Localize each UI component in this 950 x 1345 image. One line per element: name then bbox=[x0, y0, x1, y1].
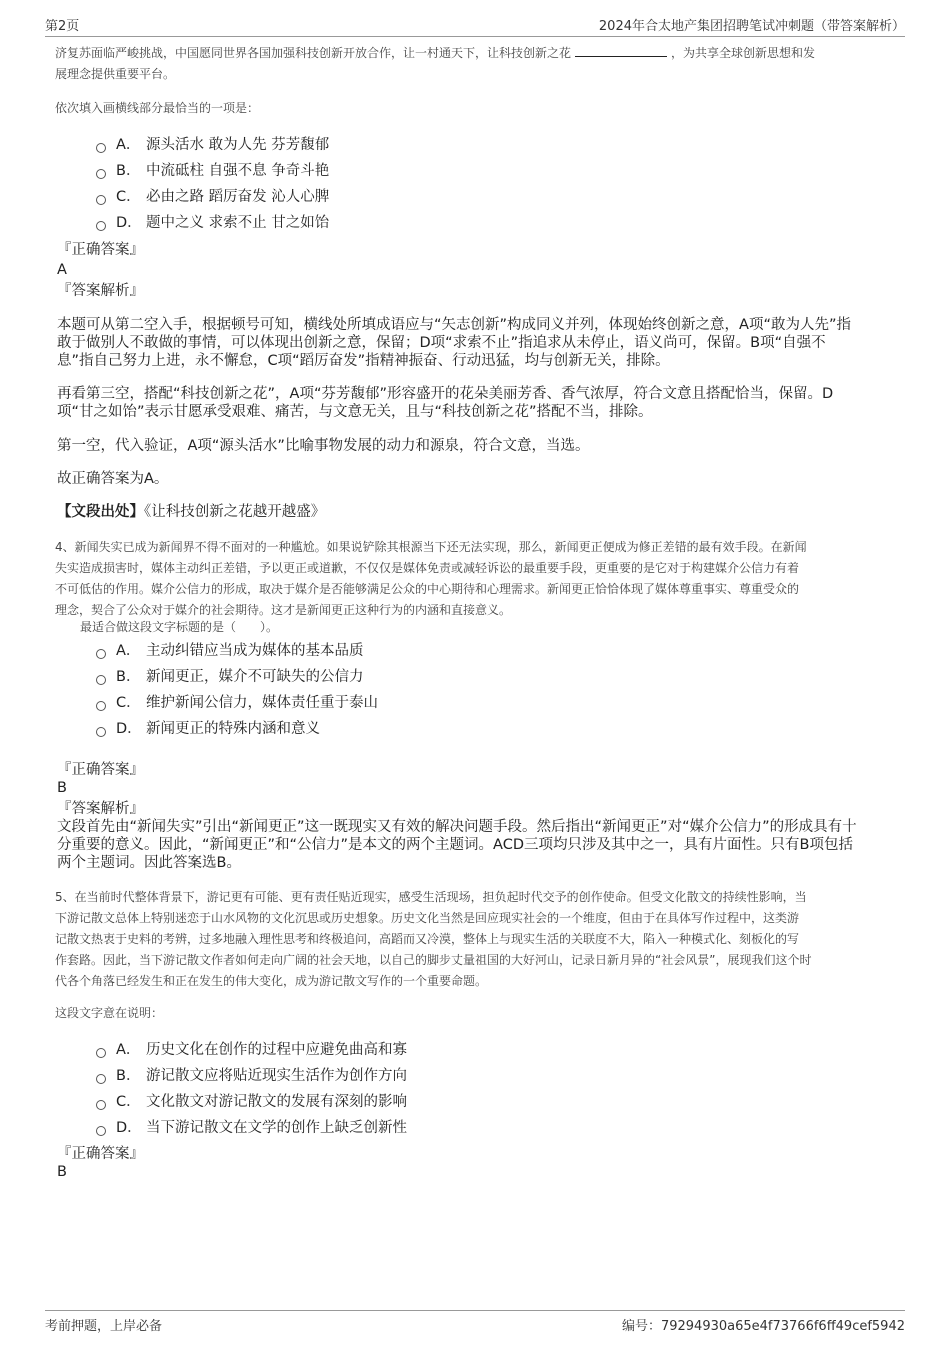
radio-icon[interactable] bbox=[96, 1126, 106, 1136]
q4-passage-line: 理念，契合了公众对于媒介的社会期待。这才是新闻更正这种行为的内涵和直接意义。 bbox=[55, 603, 512, 617]
radio-icon[interactable] bbox=[96, 221, 106, 231]
q5-passage-line: 下游记散文总体上特别迷恋于山水风物的文化沉思或历史想象。历史文化当然是回应现实社会的一个维度，但由于在具体写作过程中，这类游 bbox=[55, 911, 800, 925]
fill-blank bbox=[575, 44, 667, 57]
q3-source: 【文段出处】《让科技创新之花越开越盛》 bbox=[57, 504, 326, 520]
q5-passage-line: 5、在当前时代整体背景下，游记更有可能、更有责任贴近现实，感受生活现场，担负起时代交予的创作使命。但受文化散文的持续性影响，当 bbox=[55, 890, 807, 904]
q3-analysis-label: 『答案解析』 bbox=[57, 283, 144, 299]
q3-analysis-line: 再看第三空，搭配“科技创新之花”，A项“芬芳馥郁”形容盛开的花朵美丽芳香、香气浓厚，符合文意且搭配恰当，保留。D bbox=[57, 386, 834, 402]
radio-icon[interactable] bbox=[96, 195, 106, 205]
q3-option-a[interactable]: A． 源头活水 敢为人先 芬芳馥郁 bbox=[96, 135, 329, 155]
q3-option-d[interactable]: D． 题中之义 求索不止 甘之如饴 bbox=[96, 213, 329, 233]
radio-icon[interactable] bbox=[96, 675, 106, 685]
radio-icon[interactable] bbox=[96, 1100, 106, 1110]
page-header bbox=[45, 12, 905, 37]
q3-analysis-line: 故正确答案为A。 bbox=[57, 471, 169, 487]
q4-option-c[interactable]: C． 维护新闻公信力，媒体责任重于泰山 bbox=[96, 693, 378, 713]
q3-analysis-line: 本题可从第二空入手，根据顿号可知，横线处所填成语应与“矢志创新”构成同义并列，体现始终创新之意，A项“敢为人先”指 bbox=[57, 317, 851, 333]
page-footer bbox=[45, 1310, 905, 1335]
q5-passage-line: 代各个角落已经发生和正在发生的伟大变化，成为游记散文写作的一个重要命题。 bbox=[55, 974, 488, 988]
q4-prompt: 最适合做这段文字标题的是（ ）。 bbox=[80, 620, 279, 634]
q3-prompt: 依次填入画横线部分最恰当的一项是： bbox=[55, 101, 260, 115]
radio-icon[interactable] bbox=[96, 169, 106, 179]
q5-answer: B bbox=[57, 1164, 67, 1180]
q3-analysis-line: 息”指自己努力上进，永不懈怠，C项“蹈厉奋发”指精神振奋、行动迅猛，均与创新无关，排除。 bbox=[57, 353, 670, 369]
q5-passage-line: 作套路。因此，当下游记散文作者如何走向广阔的社会天地，以自己的脚步丈量祖国的大好河山，记录日新月异的“社会风景”，展现我们这个时 bbox=[55, 953, 812, 967]
document-title: 2024年合太地产集团招聘笔试冲刺题（带答案解析） bbox=[598, 19, 905, 34]
radio-icon[interactable] bbox=[96, 727, 106, 737]
q4-analysis-line: 文段首先由“新闻失实”引出“新闻更正”这一既现实又有效的解决问题手段。然后指出“新闻更正”对“媒介公信力”的形成具有十 bbox=[57, 819, 857, 835]
q3-passage: 济复苏面临严峻挑战，中国愿同世界各国加强科技创新开放合作，让一村通天下，让科技创新之花 ，为共享全球创新思想和发 展理念提供重要平台。 bbox=[55, 46, 816, 81]
q5-option-a[interactable]: A． 历史文化在创作的过程中应避免曲高和寡 bbox=[96, 1040, 407, 1060]
q4-analysis-line: 分重要的意义。因此，“新闻更正”和“公信力”是本文的两个主题词。ACD三项均只涉及其中之一，具有片面性。只有B项包括 bbox=[57, 837, 853, 853]
q5-option-b[interactable]: B． 游记散文应将贴近现实生活作为创作方向 bbox=[96, 1066, 407, 1086]
footer-serial: 编号：79294930a65e4f73766f6ff49cef5942 bbox=[621, 1319, 905, 1334]
q4-option-a[interactable]: A． 主动纠错应当成为媒体的基本品质 bbox=[96, 641, 364, 661]
q3-analysis-line: 项“甘之如饴”表示甘愿承受艰难、痛苦，与文意无关，且与“科技创新之花”搭配不当，排除。 bbox=[57, 404, 653, 420]
q3-answer-label: 『正确答案』 bbox=[57, 242, 144, 258]
q3-analysis-line: 敢于做别人不敢做的事情，可以体现出创新之意，保留；D项“求索不止”指追求从未停止，语义尚可，保留。B项“自强不 bbox=[57, 335, 826, 351]
q4-passage-line: 失实造成损害时，媒体主动纠正差错，予以更正或道歉，不仅仅是媒体免责或减轻诉讼的最重要手段，更重要的是它对于构建媒介公信力有着 bbox=[55, 561, 800, 575]
q4-passage-line: 4、新闻失实已成为新闻界不得不面对的一种尴尬。如果说铲除其根源当下还无法实现，那么，新闻更正便成为修正差错的最有效手段。在新闻 bbox=[55, 540, 807, 554]
q3-option-c[interactable]: C． 必由之路 蹈厉奋发 沁人心脾 bbox=[96, 187, 329, 207]
q5-answer-label: 『正确答案』 bbox=[57, 1146, 144, 1162]
q4-answer-label: 『正确答案』 bbox=[57, 762, 144, 778]
radio-icon[interactable] bbox=[96, 701, 106, 711]
q3-analysis-line: 第一空，代入验证，A项“源头活水”比喻事物发展的动力和源泉，符合文意，当选。 bbox=[57, 438, 590, 454]
q5-option-d[interactable]: D． 当下游记散文在文学的创作上缺乏创新性 bbox=[96, 1118, 407, 1138]
radio-icon[interactable] bbox=[96, 1074, 106, 1084]
q4-analysis-label: 『答案解析』 bbox=[57, 801, 144, 817]
q4-option-b[interactable]: B． 新闻更正，媒介不可缺失的公信力 bbox=[96, 667, 364, 687]
radio-icon[interactable] bbox=[96, 1048, 106, 1058]
q5-option-c[interactable]: C． 文化散文对游记散文的发展有深刻的影响 bbox=[96, 1092, 407, 1112]
footer-slogan: 考前押题，上岸必备 bbox=[45, 1319, 163, 1334]
page-number: 第2页 bbox=[45, 19, 80, 34]
radio-icon[interactable] bbox=[96, 143, 106, 153]
q4-answer: B bbox=[57, 780, 67, 796]
q3-option-b[interactable]: B． 中流砥柱 自强不息 争奇斗艳 bbox=[96, 161, 329, 181]
radio-icon[interactable] bbox=[96, 649, 106, 659]
q4-analysis-line: 两个主题词。因此答案选B。 bbox=[57, 855, 241, 871]
q4-option-d[interactable]: D． 新闻更正的特殊内涵和意义 bbox=[96, 719, 320, 739]
q4-passage-line: 不可低估的作用。媒介公信力的形成，取决于媒介是否能够满足公众的中心期待和心理需求。新闻更正恰恰体现了媒体尊重事实、尊重受众的 bbox=[55, 582, 800, 596]
q3-answer: A bbox=[57, 262, 67, 278]
q5-prompt: 这段文字意在说明： bbox=[55, 1006, 164, 1020]
q5-passage-line: 记散文热衷于史料的考辨，过多地融入理性思考和终极追问，高蹈而又冷漠，整体上与现实生活的关联度不大，陷入一种模式化、刻板化的写 bbox=[55, 932, 800, 946]
